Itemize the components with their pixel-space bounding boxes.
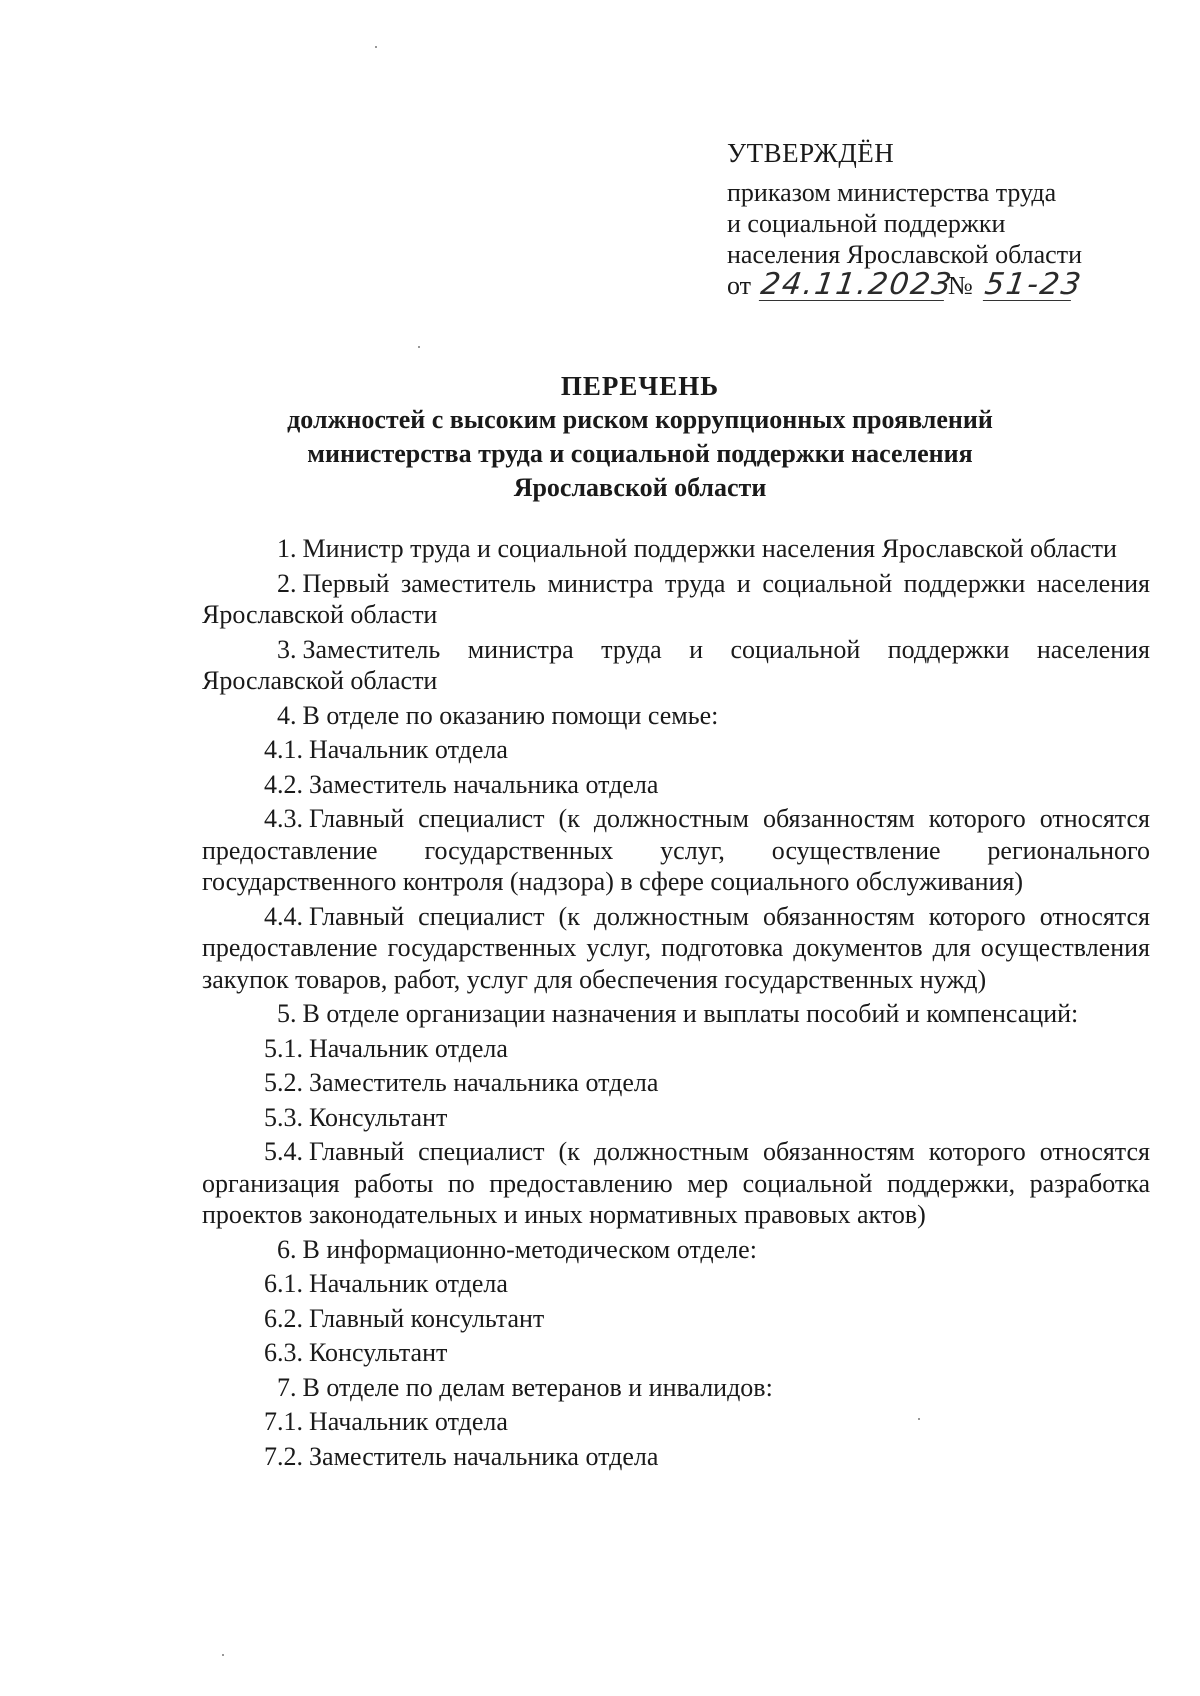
list-item: 6.2. Главный консультант bbox=[264, 1303, 545, 1333]
from-label: от bbox=[727, 271, 752, 300]
list-item: 4.4. Главный специалист (к должностным обязанностям которого относятся предоставление государственных услуг, подготовка документов для осуществления закупок товаров, работ, услуг для обеспечения государственных нужд) bbox=[202, 901, 1150, 994]
handwritten-number: 51-23 bbox=[982, 267, 1085, 302]
scan-speck bbox=[222, 1654, 224, 1656]
list-item: 4.2. Заместитель начальника отдела bbox=[264, 769, 659, 799]
heading-line: Ярославской области bbox=[513, 473, 767, 502]
list-item: 5.2. Заместитель начальника отдела bbox=[264, 1068, 659, 1097]
list-item: 6.1. Начальник отдела bbox=[264, 1269, 508, 1298]
list-item: 7.1. Начальник отдела bbox=[264, 1407, 508, 1436]
list-item: 4.3. Главный специалист (к должностным обязанностям которого относятся предоставление государственных услуг, осуществление регионального государственного контроля (надзора) в сфере социального обслуживания) bbox=[202, 804, 1150, 896]
list-item: 1. Министр труда и социальной поддержки населения Ярославской области bbox=[277, 534, 1117, 563]
order-date-number-line bbox=[727, 267, 1157, 302]
approval-line: населения Ярославской области bbox=[727, 240, 1082, 269]
list-item: 6. В информационно-методическом отделе: bbox=[277, 1234, 757, 1264]
list-item: 5.4. Главный специалист (к должностным обязанностям которого относятся организация работы по предоставлению мер социальной поддержки, разработка проектов законодательных и иных нормативных правовых актов) bbox=[202, 1137, 1150, 1229]
list-item: 2. Первый заместитель министра труда и социальной поддержки населения Ярославской области bbox=[202, 568, 1150, 629]
list-item: 4. В отделе по оказанию помощи семье: bbox=[277, 700, 719, 730]
number-label: № bbox=[948, 271, 973, 300]
list-item: 5.3. Консультант bbox=[264, 1102, 448, 1132]
list-item: 5. В отделе организации назначения и выплаты пособий и компенсаций: bbox=[277, 999, 1079, 1028]
handwritten-date: 24.11.2023 bbox=[758, 267, 956, 302]
approval-block bbox=[727, 138, 1157, 301]
list-item: 7.2. Заместитель начальника отдела bbox=[264, 1441, 659, 1471]
approval-title: УТВЕРЖДЁН bbox=[727, 138, 895, 168]
heading-line: министерства труда и социальной поддержки населения bbox=[307, 439, 973, 468]
approval-line: и социальной поддержки bbox=[727, 209, 1006, 238]
list-item: 6.3. Консультант bbox=[264, 1338, 448, 1367]
positions-list bbox=[202, 533, 1150, 1472]
heading-line: должностей с высоким риском коррупционных проявлений bbox=[287, 405, 993, 434]
scan-speck bbox=[418, 346, 420, 348]
list-item: 4.1. Начальник отдела bbox=[264, 735, 508, 764]
list-item: 3. Заместитель министра труда и социальной поддержки населения Ярославской области bbox=[202, 634, 1150, 695]
list-item: 7. В отделе по делам ветеранов и инвалидов: bbox=[277, 1372, 773, 1402]
list-item: 5.1. Начальник отдела bbox=[264, 1033, 508, 1063]
document-heading bbox=[200, 369, 1080, 505]
document-title: ПЕРЕЧЕНЬ bbox=[560, 371, 720, 401]
approval-line: приказом министерства труда bbox=[727, 178, 1057, 207]
scan-speck bbox=[375, 46, 377, 48]
